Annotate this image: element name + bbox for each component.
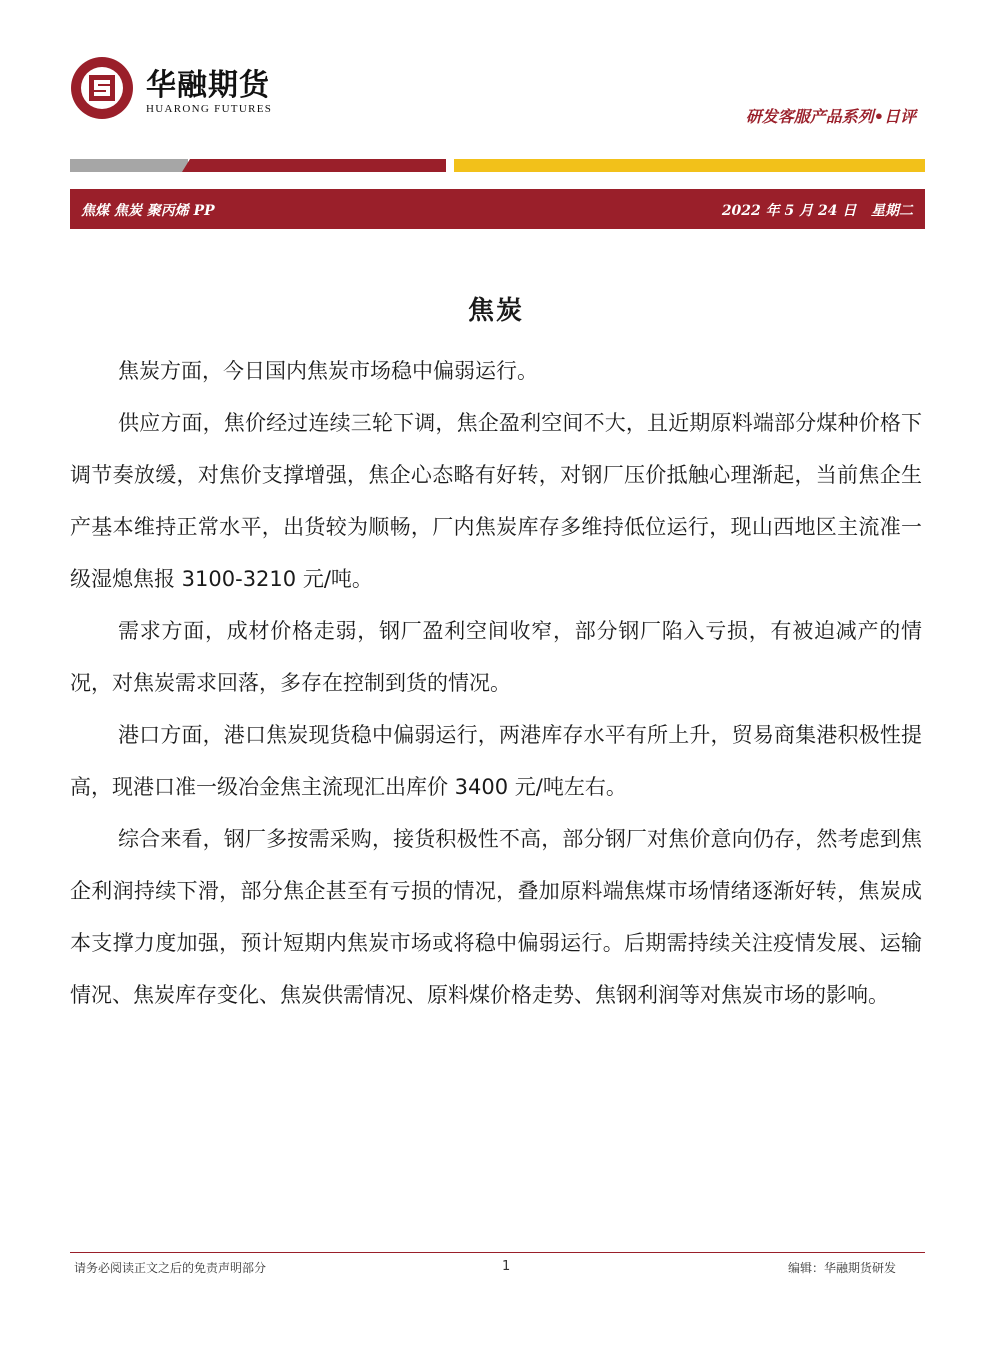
brand-name-cn: 华融期货	[146, 68, 270, 103]
paragraph-demand: 需求方面，成材价格走弱，钢厂盈利空间收窄，部分钢厂陷入亏损，有被迫减产的情况，对焦炭需求回落，多存在控制到货的情况。	[70, 619, 922, 695]
topic-banner	[70, 189, 925, 229]
paragraph-supply: 供应方面，焦价经过连续三轮下调，焦企盈利空间不大，且近期原料端部分煤种价格下调节奏放缓，对焦价支撑增强，焦企心态略有好转，对钢厂压价抵触心理渐起，当前焦企生产基本维持正常水平，出货较为顺畅，厂内焦炭库存多维持低位运行，现山西地区主流准一级湿熄焦报 3100-3210 元/吨。	[70, 411, 922, 591]
footer-divider	[70, 1252, 925, 1253]
article-body	[70, 345, 922, 1021]
decor-stripe-yellow	[454, 159, 925, 172]
page-number: 1	[502, 1259, 511, 1274]
paragraph-overview: 焦炭方面，今日国内焦炭市场稳中偏弱运行。	[118, 359, 538, 383]
series-label: 研发客服产品系列•日评	[745, 107, 916, 126]
decor-stripe-red	[182, 159, 446, 172]
paragraph-port: 港口方面，港口焦炭现货稳中偏弱运行，两港库存水平有所上升，贸易商集港积极性提高，现港口准一级冶金焦主流现汇出库价 3400 元/吨左右。	[70, 723, 922, 799]
date-label: 2022 年 5 月 24 日 星期二	[721, 203, 913, 219]
disclaimer-note: 请务必阅读正文之后的免责声明部分	[74, 1261, 267, 1275]
brand-name-en: HUARONG FUTURES	[146, 103, 273, 115]
paragraph-summary: 综合来看，钢厂多按需采购，接货积极性不高，部分钢厂对焦价意向仍存，然考虑到焦企利润持续下滑，部分焦企甚至有亏损的情况，叠加原料端焦煤市场情绪逐渐好转，焦炭成本支撑力度加强，预计短期内焦炭市场或将稳中偏弱运行。后期需持续关注疫情发展、运输情况、焦炭库存变化、焦炭供需情况、原料煤价格走势、焦钢利润等对焦炭市场的影响。	[70, 827, 922, 1007]
editor-credit: 编辑：华融期货研发	[787, 1261, 896, 1275]
article-title: 焦炭	[467, 296, 524, 326]
topics-label: 焦煤 焦炭 聚丙烯 PP	[81, 203, 215, 219]
huarong-logo-icon	[70, 56, 134, 120]
decor-stripe-gray	[70, 159, 188, 172]
